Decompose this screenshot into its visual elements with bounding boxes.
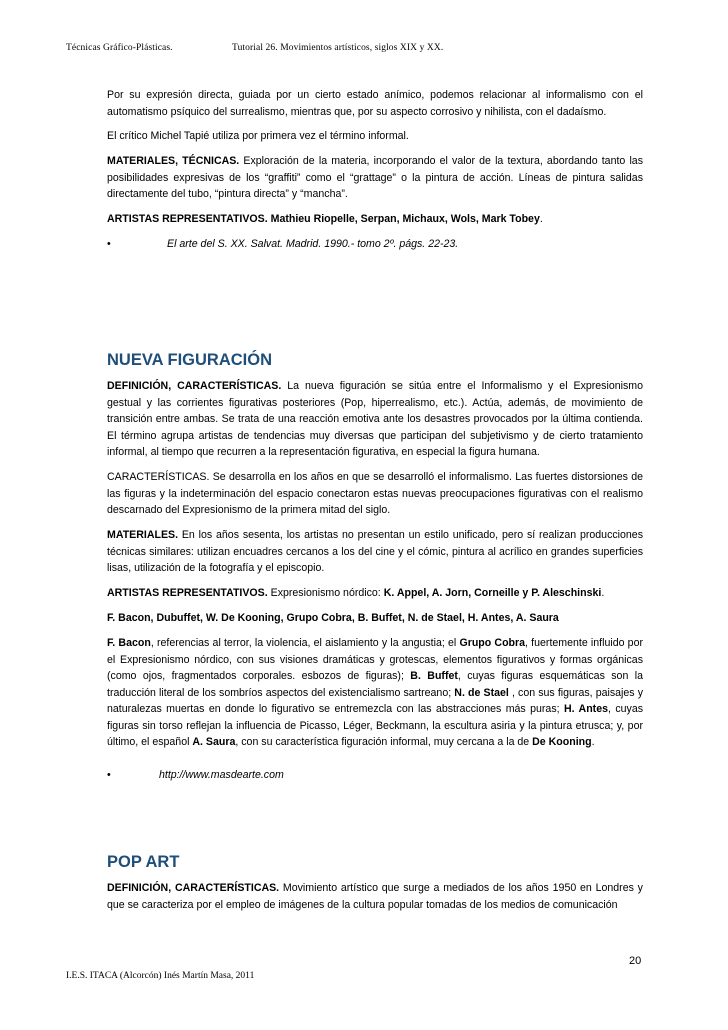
- label: DEFINICIÓN, CARACTERÍSTICAS.: [107, 380, 282, 392]
- informalismo-continuation: [107, 87, 643, 120]
- text: , con sus figuras, paisajes y naturalezas muertas en donde lo figurativo se entremezcla con las abstracciones más puras;: [107, 686, 643, 715]
- text: , cuyas figuras esquemáticas son la traducción literal de los sombríos aspectos del existencialismo sartreano;: [107, 670, 643, 699]
- page-number: 20: [629, 955, 642, 967]
- header-left: Técnicas Gráfico-Plásticas.: [66, 43, 173, 53]
- label: MATERIALES, TÉCNICAS.: [107, 155, 240, 167]
- artists-description: [107, 635, 643, 751]
- page-footer: I.E.S. ITACA (Alcorcón) Inés Martín Masa, 2011: [66, 971, 255, 981]
- label: ARTISTAS REPRESENTATIVOS.: [107, 587, 268, 599]
- artists-list: [107, 610, 643, 627]
- artist-name: A. Saura: [192, 736, 236, 748]
- materiales-tecnicas-paragraph: [107, 153, 643, 203]
- section-heading: NUEVA FIGURACIÓN: [107, 351, 272, 369]
- label: MATERIALES.: [107, 529, 179, 541]
- page-header: [66, 43, 444, 53]
- names: K. Appel, A. Jorn, Corneille y P. Aleschinski: [383, 587, 602, 599]
- section-heading: POP ART: [107, 853, 180, 871]
- header-right: Tutorial 26. Movimientos artísticos, siglos XIX y XX.: [232, 43, 444, 53]
- text: La nueva figuración se sitúa entre el Informalismo y el Expresionismo gestual y las corrientes figurativas posteriores (Pop, hiperrealismo, etc.). Actúa, además, de movimiento de transición entre ambas. Se trata de una reacción emotiva ante los desastres provocados por la última contienda. El término agrupa artistas de tendencias muy diversas que participan del subjetivismo y de cierto tratamiento informal, al tiempo que recurren a la representación figurativa, en especial la figura humana.: [107, 380, 643, 458]
- paragraph: [107, 585, 643, 602]
- text: Movimiento artístico que surge a mediados de los años 1950 en Londres y que se caracteriza por el empleo de imágenes de la cultura popular tomadas de los medios de comunicación: [107, 882, 643, 911]
- text: , cuyas figuras sin torso reflejan la influencia de Picasso, Léger, Beckmann, la escultura asiria y la pintura etrusca; y, por último, el español: [107, 703, 644, 748]
- artist-name: N. de Stael: [454, 686, 509, 699]
- definicion-paragraph: [107, 378, 643, 461]
- bullet-mark: •: [107, 769, 111, 781]
- artist-name: F. Bacon: [107, 637, 151, 649]
- text: Exploración de la materia, incorporando el valor de la textura, abordando tanto las posibilidades expresivas de los “graffiti” como el “grattage” o la pintura de acción. Líneas de pintura salidas directamente del tubo, “pintura directa” y “mancha”.: [107, 155, 643, 200]
- definicion-paragraph: [107, 880, 643, 913]
- text: .: [539, 213, 543, 225]
- paragraph: [107, 527, 643, 577]
- label: DEFINICIÓN, CARACTERÍSTICAS.: [107, 882, 280, 894]
- label: ARTISTAS REPRESENTATIVOS. Mathieu Riopelle, Serpan, Michaux, Wols, Mark Tobey: [107, 213, 540, 225]
- text-end: .: [601, 587, 605, 599]
- paragraph: [107, 635, 643, 751]
- paragraph: Por su expresión directa, guiada por un cierto estado anímico, podemos relacionar al informalismo con el automatismo psíquico del surrealismo, mientras que, por su aspecto corrosivo y nihilista, con el dadaísmo.: [107, 89, 643, 118]
- text: , fuertemente influido por el Expresionismo nórdico, con sus visiones dramáticas y grotescas, elementos figurativos y formas orgánicas (como ojos, fragmentados corporales. esbozos de figuras);: [107, 637, 643, 682]
- artist-name: B. Buffet: [410, 670, 458, 682]
- text: En los años sesenta, los artistas no presentan un estilo unificado, pero sí realizan producciones técnicas similares: utilizan encuadres cercanos a los del cine y el cómic, pintura al acrílico en grandes superficies lisas, utilización de la fotografía y el episcopio.: [107, 529, 643, 574]
- text: , con su característica figuración informal, muy cercana a la de: [235, 736, 533, 748]
- text: .: [591, 736, 595, 748]
- reference-link[interactable]: http://www.masdearte.com: [159, 769, 284, 781]
- paragraph: [107, 610, 643, 627]
- caracteristicas-paragraph: [107, 469, 643, 519]
- artistas-paragraph: [107, 585, 643, 602]
- text: Expresionismo nórdico:: [267, 587, 384, 599]
- artist-name: De Kooning: [532, 736, 592, 748]
- artistas-paragraph: [107, 211, 643, 228]
- artist-name: Grupo Cobra: [459, 637, 526, 649]
- list-line: F. Bacon, Dubuffet, W. De Kooning, Grupo Cobra, B. Buffet, N. de Stael, H. Antes, A. Saura: [107, 612, 559, 624]
- link-bullet: [107, 767, 643, 784]
- paragraph: [107, 153, 643, 203]
- paragraph: [107, 378, 643, 461]
- reference-bullet: [107, 236, 643, 253]
- reference-text: El arte del S. XX. Salvat. Madrid. 1990.- tomo 2º. págs. 22-23.: [167, 238, 459, 250]
- paragraph: [107, 211, 643, 228]
- tapie-paragraph-wrap: [107, 128, 643, 145]
- text: , referencias al terror, la violencia, el aislamiento y la angustia; el: [150, 637, 460, 649]
- paragraph: [107, 880, 643, 913]
- paragraph: El crítico Michel Tapié utiliza por primera vez el término informal.: [107, 130, 409, 142]
- materiales-paragraph: [107, 527, 643, 577]
- artist-name: H. Antes: [563, 703, 608, 715]
- bullet-mark: •: [107, 238, 111, 250]
- paragraph: CARACTERÍSTICAS. Se desarrolla en los años en que se desarrolló el informalismo. Las fuertes distorsiones de las figuras y la indeterminación del espacio conectaron estas nuevas preocupaciones figurativas con el realismo descarnado del Expresionismo de la primera mitad del siglo.: [107, 471, 643, 516]
